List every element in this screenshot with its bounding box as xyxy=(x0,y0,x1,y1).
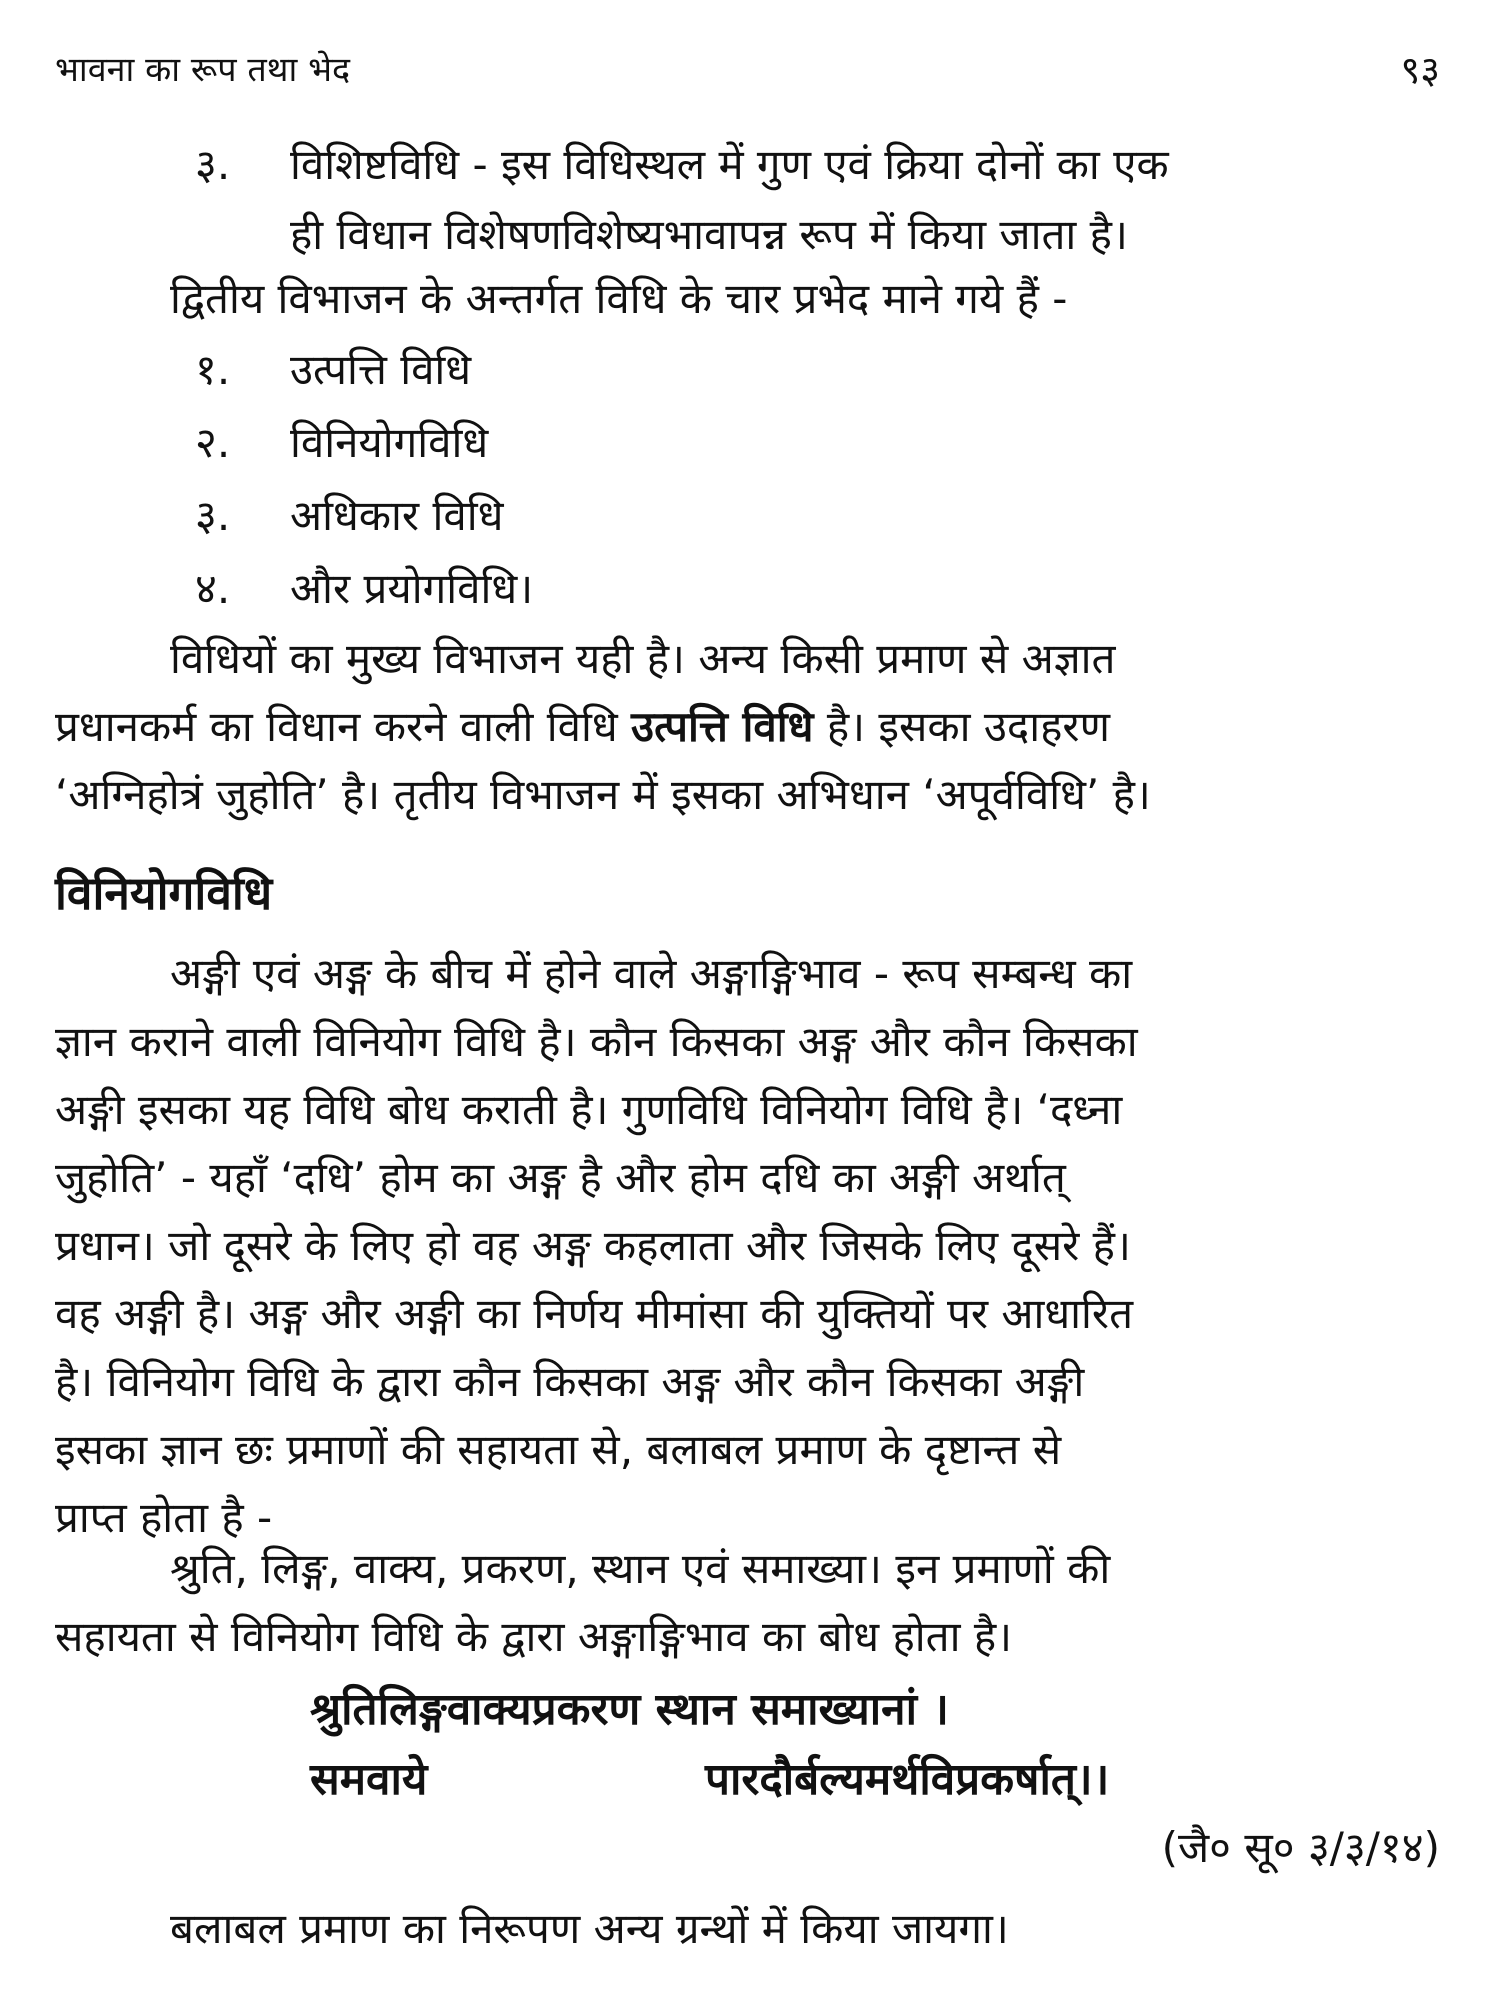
paragraph-2-line: वह अङ्गी है। अङ्ग और अङ्गी का निर्णय मीमांसा की युक्तियों पर आधारित xyxy=(55,1289,1134,1338)
intro-item xyxy=(195,130,1169,270)
list-item-number: ४. xyxy=(195,564,231,613)
paragraph-3-line: सहायता से विनियोग विधि के द्वारा अङ्गाङ्गिभाव का बोध होता है। xyxy=(55,1612,1013,1661)
list-item xyxy=(195,481,503,551)
paragraph-1-line: ‘अग्निहोत्रं जुहोति’ है। तृतीय विभाजन में इसका अभिधान ‘अपूर्वविधि’ है। xyxy=(55,770,1151,819)
closing-line: बलाबल प्रमाण का निरूपण अन्य ग्रन्थों में किया जायगा। xyxy=(170,1904,1009,1953)
section-heading: विनियोगविधि xyxy=(55,866,273,920)
paragraph-3-line: श्रुति, लिङ्ग, वाक्य, प्रकरण, स्थान एवं समाख्या। इन प्रमाणों की xyxy=(170,1544,1111,1593)
paragraph-1-text: प्रधानकर्म का विधान करने वाली विधि xyxy=(55,702,632,751)
paragraph-2-line: है। विनियोग विधि के द्वारा कौन किसका अङ्ग और कौन किसका अङ्गी xyxy=(55,1357,1085,1406)
list-item xyxy=(195,408,488,478)
verse-line-left: समवाये xyxy=(310,1754,428,1805)
page-number: ९३ xyxy=(1400,48,1440,92)
intro-item-line2: ही विधान विशेषणविशेष्यभावापन्न रूप में किया जाता है। xyxy=(290,210,1128,259)
paragraph-2-line: ज्ञान कराने वाली विनियोग विधि है। कौन किसका अङ्ग और कौन किसका xyxy=(55,1017,1138,1066)
bold-term: उत्पत्ति विधि xyxy=(631,702,814,751)
paragraph-2-line: जुहोति’ - यहाँ ‘दधि’ होम का अङ्ग है और होम दधि का अङ्गी अर्थात् xyxy=(55,1153,1066,1202)
list-item xyxy=(195,554,533,624)
list-item xyxy=(195,335,471,405)
paragraph-1-line xyxy=(55,693,1151,761)
verse-line: श्रुतिलिङ्गवाक्यप्रकरण स्थान समाख्यानां । xyxy=(310,1684,949,1735)
verse xyxy=(310,1675,949,1745)
intro-item-number: ३. xyxy=(195,140,231,189)
paragraph-2 xyxy=(55,940,1138,1552)
division-intro: द्वितीय विभाजन के अन्तर्गत विधि के चार प्रभेद माने गये हैं - xyxy=(170,274,1068,323)
paragraph-1 xyxy=(55,625,1151,829)
paragraph-2-line: प्रधान। जो दूसरे के लिए हो वह अङ्ग कहलाता और जिसके लिए दूसरे हैं। xyxy=(55,1221,1131,1270)
verse xyxy=(310,1745,1109,1815)
running-head: भावना का रूप तथा भेद xyxy=(55,50,351,90)
list-item-text: अधिकार विधि xyxy=(290,491,504,540)
paragraph-2-line: प्राप्त होता है - xyxy=(55,1493,273,1542)
list-item-text: और प्रयोगविधि। xyxy=(290,564,534,613)
paragraph-1-text: है। इसका उदाहरण xyxy=(813,702,1110,751)
intro-item-line1: विशिष्टविधि - इस विधिस्थल में गुण एवं क्रिया दोनों का एक xyxy=(290,140,1169,189)
list-item-number: १. xyxy=(195,345,231,394)
verse-line-right: पारदौर्बल्यमर्थविप्रकर्षात्।। xyxy=(705,1754,1110,1805)
page-header xyxy=(55,40,1440,100)
list-item-number: २. xyxy=(195,418,231,467)
list-item-number: ३. xyxy=(195,491,231,540)
citation: (जै० सू० ३/३/१४) xyxy=(1161,1823,1440,1872)
paragraph-2-line: अङ्गी एवं अङ्ग के बीच में होने वाले अङ्गाङ्गिभाव - रूप सम्बन्ध का xyxy=(170,949,1133,998)
list-item-text: उत्पत्ति विधि xyxy=(290,345,472,394)
paragraph-2-line: अङ्गी इसका यह विधि बोध कराती है। गुणविधि विनियोग विधि है। ‘दध्ना xyxy=(55,1085,1123,1134)
paragraph-3 xyxy=(55,1535,1110,1671)
paragraph-1-line: विधियों का मुख्य विभाजन यही है। अन्य किसी प्रमाण से अज्ञात xyxy=(170,634,1116,683)
paragraph-2-line: इसका ज्ञान छः प्रमाणों की सहायता से, बलाबल प्रमाण के दृष्टान्त से xyxy=(55,1425,1062,1474)
list-item-text: विनियोगविधि xyxy=(290,418,489,467)
